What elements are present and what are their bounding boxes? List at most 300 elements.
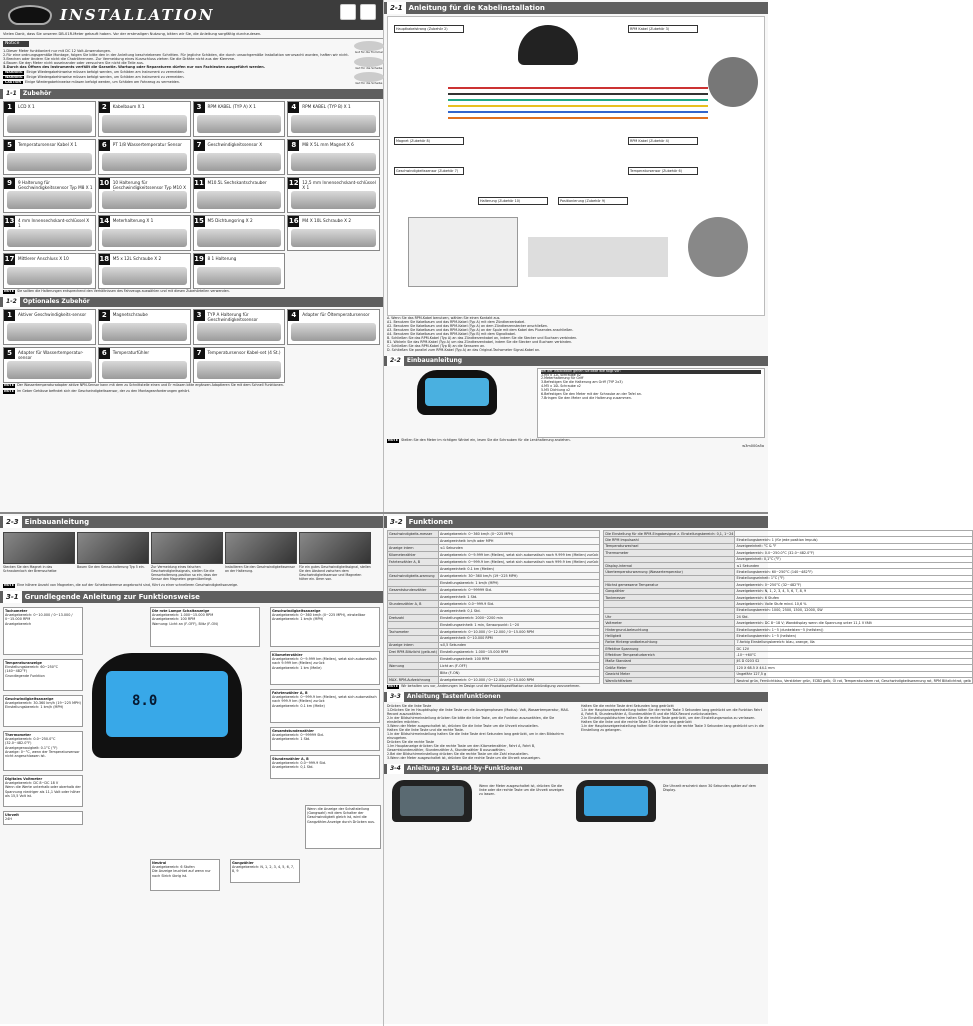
function-name: Höchst gemessene Temperatur: [604, 582, 735, 588]
item-number: 5: [4, 140, 15, 151]
accessories-item: [3, 177, 96, 213]
mounting-step: 5.M5 Dichtung x2: [541, 388, 571, 393]
note-text: Stellen Sie den Meter im richtigen Winkel ein, lesen Sie die Schrauben für die Lenkhalterung anziehen.: [401, 437, 571, 442]
gear-panel: [230, 859, 300, 883]
panel-line: Anzeigebereich: 0~99999 Std.: [272, 733, 324, 738]
note-tag: NOTE: [4, 389, 15, 394]
panel-title: Neutral: [152, 861, 167, 866]
wire-yellow: [448, 105, 708, 107]
standby-section: [384, 776, 768, 836]
function-name: Kilometerzähler: [388, 551, 439, 558]
section-title: Funktionen: [408, 518, 453, 526]
accessories-item: [193, 101, 286, 137]
standby-left-text: Wenn der Meter ausgeschaltet ist, drücken Sie die linke oder die rechte Taste um die Uhrzeit anzeigen zu lassen.: [479, 783, 564, 796]
section-title: Einbauanleitung: [406, 356, 463, 364]
panel-line: Anzeigebereich: [5, 621, 32, 626]
tachometer-panel: [3, 607, 83, 655]
button-instruction: Drücken Sie die rechte Taste: [387, 739, 435, 744]
photo-step-3: [151, 532, 223, 564]
part-image: [291, 229, 376, 247]
table-row: [388, 649, 600, 656]
wiring-note: B. Schließen Sie das RPM-Kabel (Typ A) an das Zündkerzenkabel an, indem Sie die Stecker und Buchsen verbinden.: [387, 335, 578, 340]
part-image: [102, 267, 187, 285]
part-image: [7, 323, 92, 341]
section-header-operation: [0, 591, 383, 603]
item-number: 11: [194, 179, 204, 188]
panel-title: Gangzähler: [232, 861, 254, 866]
wire-label: Positionierung (Zubehör 9): [558, 197, 628, 205]
odometer-panel: [270, 651, 380, 685]
item-label: Meterhalterung X 1: [112, 218, 154, 224]
sensor-note: [0, 583, 383, 589]
warning-tag: WARNING: [5, 69, 23, 74]
meter-screen: [106, 671, 228, 737]
notice-item: 3.Brechen oder ändern Sie nicht die Chatröhrennen. Zur Vermeidung eines Kurzschluss ziehen Sie die Drähte nicht aus der Klemme.: [3, 57, 236, 62]
button-instruction: Halten Sie die linke und die rechte Taste 3 Sekunden lang gedrückt: [581, 720, 692, 725]
panel-line: Anzeigebereich: 1.000~15.000 RPM: [152, 613, 214, 618]
function-value: Anzeigebereich: 30~360 km/h (19~225 MPH): [439, 572, 600, 579]
meter-display: [92, 653, 242, 758]
function-value: Anzeigebereich: DC 8~18 V; Wanddisplay wenn die Spannung unter 11,1 V fällt: [735, 620, 972, 626]
part-image: [197, 323, 282, 341]
function-value: Anzeigebereich: 0~360 km/h (0~225 MPH): [439, 531, 600, 538]
accessories-item: [193, 253, 286, 289]
right-column: [384, 0, 768, 512]
item-number: 19: [194, 255, 204, 264]
panel-title: Geschwindigkeitsanzeige: [272, 609, 321, 614]
mounting-illustration: [387, 368, 537, 438]
function-value: Einstellungseinheit: 1 min, Sensorpunkt: 1~20: [439, 621, 600, 628]
function-name: [388, 579, 439, 586]
function-name: Stundenzähler A, B: [388, 600, 439, 607]
panel-title: Fahrtenzähler A, B: [272, 691, 308, 696]
part-image: [102, 115, 187, 133]
wire-green: [448, 99, 708, 101]
function-value: ≤1 Sekunden: [735, 562, 972, 568]
item-label: Temperaturfühler: [112, 350, 150, 356]
function-value: Anzeigeeinheit: 1 Std.: [439, 593, 600, 600]
wiring-diagram: [387, 16, 765, 316]
function-value: Einstellungseinheit: 100 RPM: [439, 656, 600, 663]
button-instruction: 3.Wenn der Meter ausgeschaltet ist, drücken Sie die rechte Taste um die Uhrzeit anzuzeigen.: [387, 755, 541, 760]
section-number: 3-1: [3, 591, 22, 603]
part-image: [7, 361, 92, 379]
section-header-functions: [384, 516, 768, 528]
part-image: [197, 361, 282, 379]
note-text: Eine höhere Anzahl von Magneten, die auf der Scheibenbremse angebracht sind, führt zu einer schnelleren Geschwindigkeitsanzeige.: [17, 583, 239, 588]
notice-list: [0, 49, 352, 70]
function-name: Uhr: [604, 614, 735, 620]
item-label: Adapter für Wassertemperatur-sensor: [18, 350, 84, 361]
section-number: 3-4: [387, 764, 404, 774]
function-value: Licht an (F-OFF): [439, 663, 600, 670]
wiring-notes: [384, 316, 768, 354]
sensor-connectors-icon: [528, 237, 668, 277]
item-label: 10 Halterung für Geschwindigkeitssensor Typ M10 X: [112, 180, 186, 191]
item-label: M5 Dichtungsring X 2: [207, 218, 253, 224]
function-value: Anzeigebereich: 6 Stufen: [735, 594, 972, 600]
function-value: 7-farbig Einstellungsbereich: blau, orange, lila: [735, 639, 972, 645]
wire-label: Halterung (Zubehör 10): [478, 197, 548, 205]
meter-screen: [425, 378, 489, 406]
part-image: [197, 153, 282, 171]
right-column: [384, 514, 971, 1026]
item-number: 8: [288, 140, 299, 151]
button-instruction: 2.In der Bildschirmeinstellung drücken Sie bitte die linke Taste, um die Funktion auszuwählen, die Sie einstellen möchten.: [387, 716, 555, 725]
section-number: 3-2: [387, 516, 406, 528]
function-value: Einstellungsbereich: 1.000~15.000 RPM: [439, 649, 600, 656]
panel-line: Anzeigebereich: N, 1, 2, 3, 4, 5, 6, 7, 8, 9: [232, 865, 295, 874]
panel-line: Anzeigebereich: 30-360 km/h (19~225 MPH): [5, 701, 81, 706]
panel-title: Die rote Lampe Schaltanzeige: [152, 609, 210, 614]
accessories-item: [3, 101, 96, 137]
part-image: [291, 153, 376, 171]
notice-item: 1.Dieser Meter funktioniert nur mit DC 12 Volt-Anwendungen.: [3, 48, 112, 53]
function-name: Hintergrund-beleuchtung: [604, 626, 735, 632]
meter-mount-icon: [417, 370, 497, 415]
panel-line: Anzeigebereich: 0.0~250.0°C (32.0~482.0°F): [5, 737, 56, 746]
function-name: Drei RPM-Blitzlicht (gelb-rot): [389, 650, 438, 655]
table-row: [388, 621, 600, 628]
clock-panel: [3, 811, 83, 825]
wire-red: [448, 87, 708, 89]
accessories-item: [98, 101, 191, 137]
wiring-note: B1. Wickeln Sie das RPM-Kabel (Typ A) um das Zündkerzenkabel, indem Sie die Stecker und Buchsen verbinden.: [387, 339, 573, 344]
item-number: 16: [288, 217, 299, 226]
section-number: 2-1: [387, 2, 406, 14]
function-value: Anzeigebereich: 0~9.999 km (Meilen), setzt sich automatisch nach 9.999 km (Meilen) zurück: [440, 552, 599, 557]
table-row: [388, 677, 600, 684]
trip-panel: [270, 689, 380, 723]
total-hours-panel: [270, 727, 380, 751]
notice-section: [0, 39, 383, 87]
function-value: Neutral grün, Fernlichtblau, Verstärker grün, ECBD gelb, Öl rot, Temperaturalarm rot, Geschwindigkeitswarnung rot, RPM Blitzlichtrot, gelb: [736, 678, 971, 683]
accessories-item: [98, 253, 191, 289]
part-image: [7, 191, 92, 209]
buttons-right-text: [578, 704, 768, 761]
accessories-item: [98, 177, 191, 213]
section-number: 2-2: [387, 356, 404, 366]
panel-line: Anzeigegenauigkeit: 0.1°C (°F): [5, 745, 58, 750]
function-name: Anzeige intern: [388, 544, 439, 551]
brake-disc-icon: [708, 57, 758, 107]
panel-title: Temperaturanzeige: [5, 661, 42, 666]
function-name: Warnlichtfarben: [604, 677, 735, 683]
item-number: 15: [194, 217, 204, 226]
wire-label: RPM Kabel (Zubehör 4): [628, 137, 698, 145]
item-number: 12: [288, 179, 299, 188]
function-value: Ungefähr 127,5 g: [735, 671, 972, 677]
item-number: 14: [99, 217, 110, 226]
wire-blue: [448, 111, 708, 113]
item-label: M10.5L Sechskantschrauber: [207, 180, 267, 186]
function-value: Einstellungseinheit: 1°C (°F): [735, 575, 972, 581]
item-number: 13: [4, 217, 15, 226]
panel-line: Anzeige: 0~°C, wenn der Temperatursensor nicht angeschlossen ist.: [5, 749, 80, 758]
panel-title: Kilometerzähler: [272, 653, 303, 658]
wiring-note: A2. Benutzen Sie Kabelbaum und das RPM-Kabel (Typ A) an dem Zündkerzenstecker anschließen.: [387, 323, 549, 328]
section-header-sensor-install: [0, 516, 383, 528]
tools-icon: [340, 4, 356, 20]
mounting-step: 1.M5 x 12L Schraube x2: [541, 372, 581, 377]
note-tag: NOTE: [4, 289, 15, 294]
table-row: [388, 565, 600, 572]
item-label: Adapter für Öltemperatursensor: [302, 312, 370, 318]
meter-screen: [584, 786, 648, 816]
table-row: [388, 551, 600, 558]
function-name: [388, 537, 439, 544]
function-name: [388, 670, 439, 677]
shift-light-panel: [150, 607, 260, 647]
accessories-item: [193, 177, 286, 213]
item-number: 5: [4, 348, 15, 359]
function-name: MAX. RPM-Aufzeichnung: [388, 677, 439, 684]
note-text: Sie sollten die Halterungen entsprechend den Verhältnissen des Fahrzeugs auswählen und mit diesen Zubehörteilen verwenden.: [17, 289, 230, 294]
item-number: 7: [194, 140, 205, 151]
display-note: Wenn die Anzeige der Schaltstellung (Gangwahl) mit dem Schalter der Geschwindigkeit gleich ist, wird die Gangzähler-Anzeige durch Drücken aus.: [307, 807, 375, 824]
function-value: Anzeigeeinheit: 0,1°C (°F): [735, 556, 972, 562]
note-tag: NOTE: [388, 437, 399, 442]
function-value: Einstellungsbereich: 1~5 (dunkelsten~5 (hellsten)): [735, 626, 972, 632]
panel-line: Anzeigebereich: 0~999.9 km (Meilen), setzt sich automatisch nach 999.9 km (Meilen) zurück: [272, 695, 377, 704]
function-name: Temperaturwechsel: [604, 543, 735, 549]
item-label: Temperatursensor Kabel-set (4 St.): [207, 350, 281, 356]
mounting-step: Bei der Installation gehen Sie bitte wie folgt vor:: [541, 370, 761, 374]
functions-table-left: [387, 530, 600, 684]
panel-title: Uhrzeit: [5, 813, 19, 818]
function-name: [388, 593, 439, 600]
function-name: Effektive Spannung: [604, 646, 735, 652]
function-value: Einstellungsbereich: 1000, 2500, 1500, 12000, SW: [735, 607, 972, 613]
function-value: DC 12V: [735, 646, 972, 652]
accessories-item: [287, 177, 380, 213]
item-label: Mittlerer Anschluss X 10: [18, 256, 69, 262]
warning-text: Einige Wiedergabehinweise müssen befolgt werden, um Schäden am Instrument zu vermeiden.: [26, 69, 185, 74]
part-image: [102, 323, 187, 341]
functions-tables: [384, 530, 971, 684]
section-number: 3-3: [387, 692, 404, 702]
wiring-note: A4. Benutzen Sie Kabelbaum und das RPM-Kabel (Typ B) mit dem Signalkabel.: [387, 331, 516, 336]
function-value: Anzeigebereich: 0~10.000 / 0~12.000 / 0~15.000 RPM: [439, 677, 600, 684]
part-image: [291, 191, 376, 209]
photo-step-2: [77, 532, 149, 564]
meter-logo-icon: [8, 5, 52, 25]
table-row: [388, 593, 600, 600]
part-image: [7, 153, 92, 171]
table-row: [388, 642, 600, 649]
item-label: Temperatursensor Kabel X 1: [18, 142, 78, 148]
item-label: Magnetschraube: [112, 312, 148, 318]
function-name: Effektiver Temperaturbereich: [604, 652, 735, 658]
caution-text: Einige Wiedergabehinweise müssen befolgt werden, um Schäden am Fahrzeug zu vermeiden.: [25, 79, 180, 84]
button-instruction: 1.Im Hauptanzeige drücken Sie die rechte Taste um den Kilometerzähler, Fahrt A, Fahrt B, Gesamtstundenzähler, Stundenzähler A, Stundenzähler B auszuwählen.: [387, 743, 536, 752]
part-image: [197, 267, 282, 285]
left-column: [0, 0, 384, 512]
optional-grid: [0, 309, 383, 383]
panel-line: Anzeigebereich: DC 8~DC 18 V: [5, 781, 59, 786]
item-number: 7: [194, 348, 205, 359]
button-instruction: 1.In der Hauptanzeigeeinstellung halten Sie die linke und die rechte Taste 3 Sekunden lang gedrückt um in die Einstellung zu gelangen.: [581, 724, 764, 733]
item-number: 18: [99, 255, 110, 264]
voltmeter-panel: [3, 775, 83, 807]
buttons-left-text: [384, 704, 574, 761]
section-title: Einbauanleitung: [24, 518, 90, 526]
meter-unit-icon: [518, 25, 578, 65]
mounting-section: [384, 368, 768, 438]
speed-warning-panel: [3, 695, 83, 727]
note-text: Wir behalten uns vor, Änderungen im Design und der Produktspezifikation ohne Ankündigung vorzunehmen.: [401, 684, 581, 689]
part-image: [197, 229, 282, 247]
connector-table: [408, 217, 518, 287]
function-name: Geschwindigkeits-warnung: [388, 572, 439, 579]
part-image: [102, 229, 187, 247]
table-row: [388, 586, 600, 593]
button-instruction: 3.Wenn der Meter ausgeschaltet ist, drücken Sie die linke Taste um die Uhrzeit einzustellen.: [387, 724, 539, 729]
wire-label: Temperatursensor (Zubehör 6): [628, 167, 698, 175]
table-row: [388, 544, 600, 551]
table-row: [388, 600, 600, 607]
table-row: [388, 663, 600, 670]
panel-line: Wenn die Werte unterhalb oder oberhalb der Spannung niedriger als 11,1 Volt oder höher als 15,5 Volt ist.: [5, 785, 81, 798]
accessories-item: [287, 101, 380, 137]
wiring-note: C. Schließen Sie das RPM-Kabel (Typ B) an die Sensoren an.: [387, 343, 486, 348]
function-value: Einstellungsbereich: 1~5 (hellsten): [735, 633, 972, 639]
item-number: 2: [99, 310, 110, 321]
note-text: Der Wassertemperaturadapter aktive NPN-Sensor kann mit dem zu Schnittstelle einen und Er müssen bitte ergänzen Adaptieren Sie mit dem Schnell Funktionen.: [17, 383, 284, 388]
photo-caption: Für ein gutes Geschwindigkeitssignal, stellen Sie den Abstand zwischen dem Geschwindigkeitssensor und Magneten höher ein. 8mm von.: [299, 565, 371, 581]
section-title: Zubehör: [22, 90, 52, 98]
table-row: [388, 614, 600, 621]
function-name: Fahrtenzähler A, B: [388, 558, 439, 565]
function-name: Größe Meter: [604, 665, 735, 671]
photo-caption: Installieren Sie den Geschwindigkeitssensor an der Halterung.: [225, 565, 295, 573]
hour-meter-panel: [270, 755, 380, 779]
function-name: Drehzahl: [388, 614, 439, 621]
panel-line: Einstellungsbereich: 1 km/h (MPH): [5, 705, 64, 710]
optional-item: [193, 347, 286, 383]
intro-text: Vielen Dank, dass Sie unseren DB-01R-Meter gekauft haben. Vor der erstmaligen Nutzung, bitten wir Sie, die Anleitung sorgfältig durchzulesen.: [0, 30, 383, 39]
panel-line: Anzeigebereich: 0.1 km (Meile): [272, 703, 325, 708]
item-label: TYP A Halterung für Geschwindigkeitssensor: [207, 312, 258, 323]
fuel-panel: [150, 859, 220, 891]
section-header-standby: [384, 764, 768, 774]
function-name: Gewicht Meter: [604, 671, 735, 677]
function-name: Die Einstellung für die RPM-Eingabesignal z. Einstellungsbereich: 0,1, 1~24: [605, 531, 734, 536]
mounting-step: 2.Meterhalterung für Griff: [541, 376, 584, 381]
table-row: [388, 572, 600, 579]
button-instruction: 2.Bei der Bildschirmeinstellung drücken Sie die rechte Taste um die Zahl einzustellen.: [387, 751, 529, 756]
section-header-buttons: [384, 692, 768, 702]
part-image: [102, 191, 187, 209]
panel-line: Anzeigebereich: 1 km/h (MPH): [272, 617, 324, 622]
function-name: Anzeige intern: [388, 642, 439, 649]
panel-title: Geschwindigkeitsanzeige: [5, 697, 54, 702]
notice-item: 4.Bauen Sie den Meter nicht auseinander oder versuchen Sie nicht die Teile aus.: [3, 61, 144, 66]
section-title: Anleitung für die Kabelinstallation: [408, 4, 545, 12]
function-name: Farbe Hintergrundbeleuchtung: [604, 639, 735, 645]
warning-text: Einige Wiedergabehinweise müssen befolgt werden, um Schäden am Instrument zu vermeiden.: [26, 74, 185, 79]
panel-line: Anzeigebereich: 0,1 Std.: [272, 765, 314, 770]
function-value: 120 X 68.5 X 44.1 mm: [735, 665, 972, 671]
wiring-note: A. Wenn Sie das RPM-Kabel benutzen, wählen Sie einen Kontakt aus.: [387, 316, 501, 320]
part-image: [291, 323, 376, 341]
section-title: Anleitung zu Stand-by-Funktionen: [406, 764, 523, 772]
function-name: Geschwindigkeits-messer: [388, 531, 439, 538]
section-header-wiring: [384, 2, 768, 14]
function-name: Thermometer: [604, 550, 735, 556]
icon-caption: Gut für die Scheibe: [355, 81, 383, 85]
mounting-step: 6.Befestigen Sie den Meter mit der Schraube an der Tafel an.: [541, 392, 642, 397]
accessories-item: [98, 215, 191, 251]
panel-line: Die Anzeige leuchtet auf wenn nur noch Strich übrig ist.: [152, 869, 211, 878]
speed-digits: 8.0: [132, 693, 158, 710]
function-name: Die RPM Impulszahl: [604, 537, 735, 543]
item-label: RPM KABEL (TYP A) X 1: [207, 104, 256, 110]
function-value: Anzeigebereich: Volle Stufe mind. 10,6 %: [735, 601, 972, 607]
part-image: [102, 361, 187, 379]
wiring-note: D. Schließen Sie parallel zum RPM-Kabel (Typ A) an das Original-Tachometer Signal-Kabel an.: [387, 347, 541, 352]
photo-step-5: [299, 532, 371, 564]
optional-item: [3, 309, 96, 345]
wiring-note: A1. Benutzen Sie Kabelbaum und das RPM-Kabel (Typ A) mit dem Zündkerzenkabel.: [387, 319, 526, 324]
function-name: [388, 635, 439, 642]
item-label: LCD X 1: [18, 104, 35, 110]
item-number: 6: [99, 140, 110, 151]
speedometer-panel: [270, 607, 380, 647]
icon-caption: Gut für die Scheibe: [355, 65, 383, 70]
mounting-step: 4.M5 x 10L Schraube x2: [541, 384, 581, 389]
part-image: [7, 115, 92, 133]
note-text: Im Geber Gehäuse befindet sich der Geschwindigkeitssensor, der zu den Montageanforderungen gehört.: [17, 389, 191, 394]
table-row: [604, 677, 972, 683]
panel-line: Anzeigebereich: 0~9.999 km (Meilen), setzt sich automatisch nach 9.999 km (Meilen) zurück: [272, 657, 377, 666]
function-value: Einstellungsbereich: 2000~2200 min: [439, 614, 600, 621]
functions-note: [384, 684, 768, 690]
note-tag: NOTE: [4, 583, 15, 588]
button-instruction: Halten Sie die rechte Taste drei Sekunden lang gedrückt: [581, 704, 674, 709]
table-row: [388, 579, 600, 586]
document-code: w3m000a5a: [742, 443, 764, 448]
warning-row: [3, 76, 349, 80]
optional-note: [0, 389, 383, 395]
function-name: [388, 621, 439, 628]
lower-page: [0, 512, 971, 1024]
caution-tag: CAUTION: [5, 79, 22, 84]
section-number: 1-1: [3, 89, 20, 99]
wire-black: [448, 93, 708, 95]
part-image: [102, 153, 187, 171]
function-name: [388, 565, 439, 572]
table-row: [388, 670, 600, 677]
standby-meter-clock: [576, 780, 656, 822]
warning-tag: WARNING: [5, 74, 23, 79]
photo-step-1: [3, 532, 75, 564]
wheel-disc-icon: [688, 217, 748, 277]
buttons-section: [384, 704, 768, 761]
panel-line: Einstellungsbereich: 60~250°C (140~482°F): [5, 665, 59, 674]
table-row: [388, 635, 600, 642]
button-instruction: 2.In Einstellungsbildschirm halten Sie die rechte Taste gedrückt, um den Einstellungsmodus zu verlassen.: [581, 716, 756, 721]
panel-title: Tachometer: [5, 609, 28, 614]
function-name: Display-internal: [604, 562, 735, 568]
item-label: 9 Halterung für Geschwindigkeitssensor Typ M8 X 1: [18, 180, 93, 191]
function-value: Einstellungsbereich: 1 km/h (MPH): [439, 579, 600, 586]
button-instruction: Halten Sie die linke Taste und die rechte Taste.: [387, 728, 464, 733]
wire-orange: [448, 117, 708, 119]
function-name: Helligkeit: [604, 633, 735, 639]
person-icon: [360, 4, 376, 20]
accessories-grid: [0, 101, 383, 289]
